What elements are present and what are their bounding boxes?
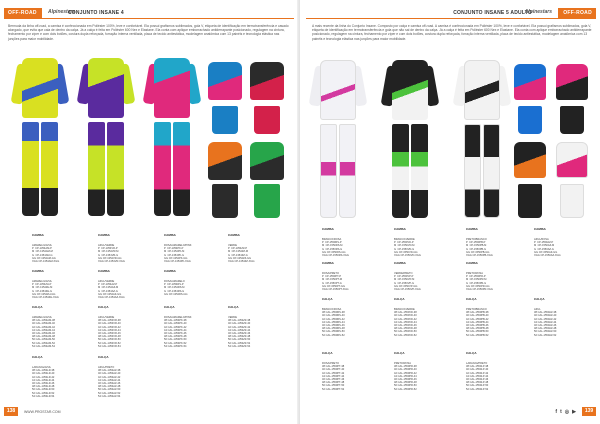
spec-block: CALÇA BRANCO/VERDE 38 CAL-1550VD-38 40 CAL-1550VD-40 42 CAL-1550VD-42 44 CAL-1550VD-44 46 CAL-1550VD-46 48 CAL-1550VD-48 50 CAL-1550VD-50 52 CAL-1550VD-52 [394,297,417,337]
brand-logo: Alpinestars [48,9,76,15]
spec-block: CAMISA VERDE P CP-1354ZZ-P M CP-1354ZZ-M G CP-1354ZZ-G GG CP-1354ZZ-GG XGG CP-1354ZZ-XGG [228,233,255,264]
website-link[interactable]: WWW.PROSTAR.COM [24,410,61,414]
section-tab: OFF-ROAD [558,8,596,18]
spec-block: CAMISA AZUL/ROSA P CP-1550AZ-P M CP-1550AZ-M G CP-1550AZ-G GG CP-1550AZ-GG XGG CP-1550AZ-XGG [534,227,561,258]
spec-block: CALÇA AZUL/PRETO 38 CAL-1354AZ-38 40 CAL-1354AZ-40 42 CAL-1354AZ-42 44 CAL-1354AZ-44 46 CAL-1354AZ-46 48 CAL-1354AZ-48 50 CAL-1354AZ-50 52 CAL-1354AZ-52 54 CAL-1354AZ-54 [98,355,121,398]
spec-block: CAMISA VERDE/PRETO P CP-1550VP-P M CP-1550VP-M G CP-1550VP-G GG CP-1550VP-GG XGG CP-1550VP-XGG [394,261,421,292]
spec-block: CAMISA PRETO/ROSA P CP-1550PR-P M CP-1550PR-M G CP-1550PR-G GG CP-1550PR-GG XGG CP-1550PR-XGG [466,261,493,292]
twitter-icon[interactable]: t [560,409,562,415]
product-image-small-kits [208,62,292,222]
spec-block: CAMISA ROSA/AMARELO P CP-1354RS-P M CP-1354RS-M G CP-1354RS-G GG CP-1354RS-GG [164,269,188,296]
spec-block: CALÇA AMARELO/AZUL 38 CAL-1354AM-38 40 CAL-1354AM-40 42 CAL-1354AM-42 44 CAL-1354AM-44 46 CAL-1354AM-46 48 CAL-1354AM-48 50 CAL-1354AM-50 52 CAL-1354AM-52 54 CAL-1354AM-54 [32,305,55,348]
product-image-pink-kit [146,58,198,218]
spec-block: CALÇA BRANCO/ROSA 38 CAL-1550RS-38 40 CAL-1550RS-40 42 CAL-1550RS-42 44 CAL-1550RS-44 46 CAL-1550RS-46 48 CAL-1550RS-48 50 CAL-1550RS-50 52 CAL-1550RS-52 [322,297,345,337]
spec-block: CAMISA BRANCO/ROSA P CP-1550RS-P M CP-1550RS-M G CP-1550RS-G GG CP-1550RS-GG XGG CP-1550RS-XGG [322,227,349,258]
header-rule [306,18,596,19]
spec-block: CALÇA LARANJA/PRETO 38 CAL-1550LP-38 40 CAL-1550LP-40 42 CAL-1550LP-42 44 CAL-1550LP-44 46 CAL-1550LP-46 48 CAL-1550LP-48 50 CAL-1550LP-50 52 CAL-1550LP-52 [466,351,489,391]
product-image-small-kits [514,64,594,224]
page-number: 138 [4,407,18,416]
spec-block: CALÇA VERDE 38 CAL-1354ZZ-38 40 CAL-1354ZZ-40 42 CAL-1354ZZ-42 44 CAL-1354ZZ-44 46 CAL-1354ZZ-46 48 CAL-1354ZZ-48 50 CAL-1354ZZ-50 52 CAL-1354ZZ-52 54 CAL-1354ZZ-54 [228,305,251,348]
spec-block: CAMISA PRETO/BRANCO P CP-1550PB-P M CP-1550PB-M G CP-1550PB-G GG CP-1550PB-GG XGG CP-1550PB-XGG [466,227,493,258]
spec-block: CAMISA AMARELO/AZUL P CP-1354ZH-P M CP-1354ZH-M G CP-1354ZH-G GG CP-1354ZH-GG XGG CP-1354ZH-XGG [32,269,59,300]
spec-block: CALÇA ROSA/AMARELO/PINK 38 CAL-1354PK-38 40 CAL-1354PK-40 42 CAL-1354PK-42 44 CAL-1354PK-44 46 CAL-1354PK-46 48 CAL-1354PK-48 50 CAL-1354PK-50 52 CAL-1354PK-52 54 CAL-1354PK-54 [164,305,192,348]
page-number: 139 [582,407,596,416]
spec-block: CAMISA ROSA/PRETO P CP-1550PT-P M CP-1550PT-M G CP-1550PT-G GG CP-1550PT-GG XGG CP-1550PT-XGG [322,261,349,292]
spec-block: CALÇA LARANJA/AZUL 38 CAL-1354LR-38 40 CAL-1354LR-40 42 CAL-1354LR-42 44 CAL-1354LR-44 46 CAL-1354LR-46 48 CAL-1354LR-48 50 CAL-1354LR-50 52 CAL-1354LR-52 54 CAL-1354LR-54 [32,355,55,398]
page-title: CONJUNTO INSANE 5 ADULTO [453,10,532,16]
product-image-white-pink-kit [312,60,364,220]
spec-block: CALÇA AZUL/VERDE 38 CAL-1354VR-38 40 CAL-1354VR-40 42 CAL-1354VR-42 44 CAL-1354VR-44 46 CAL-1354VR-46 48 CAL-1354VR-48 50 CAL-1354VR-50 52 CAL-1354VR-52 54 CAL-1354VR-54 [98,305,121,348]
product-description: A mais recente da linha do Conjunto Insane. Composto por calça e camisa off-road. A camisa é confeccionada em Poliéster 100%, leve e confortável. Ela possui grafismos sublimados, gola V, etiqueta de identificação em termotransferência e gola que não sai de dentro da calça. Já a calça é feita em Poliéster 600 Nex e Elastane. Ela conta com aplique emborrachado antiderrapante posicionado, regulagem na cintura, fechamento por zíper e com dois botões, costura dupla reforçada, forração interna ventilada, placa de tecido antiestática, modelagem anatômica com 13 painéis e tecnologia elástica nas junções para maior mobilidade. [312,24,592,41]
spec-block: CALÇA AZUL 38 CAL-1550AZ-38 40 CAL-1550AZ-40 42 CAL-1550AZ-42 44 CAL-1550AZ-44 46 CAL-1550AZ-46 48 CAL-1550AZ-48 50 CAL-1550AZ-50 52 CAL-1550AZ-52 [534,297,557,337]
product-image-yellow-kit [14,58,66,218]
page-title: CONJUNTO INSANE 4 [68,10,124,16]
product-image-purple-kit [80,58,132,218]
instagram-icon[interactable]: ◎ [564,409,570,415]
spec-block: CALÇA ROSA/PRETO 38 CAL-1550PT-38 40 CAL-1550PT-40 42 CAL-1550PT-42 44 CAL-1550PT-44 46 CAL-1550PT-46 48 CAL-1550PT-48 50 CAL-1550PT-50 52 CAL-1550PT-52 [322,351,345,391]
spec-block: CAMISA AZUL/VERDE P CP-1354AZ-P M CP-1354AZ-M G CP-1354AZ-G GG CP-1354AZ-GG XGG CP-1354AZ-XGG [98,269,125,300]
product-description: Bermuda da linha off-road, a camisa é confeccionada em Poliéster 100%, leve e confortável. Ela possui grafismos sublimados, gola V, etiqueta de identificação em termotransferência e casado alongado, que evita que caia de dentro da calça. Já a calça é feita em Poliéster 600 Nex e Elastane. Ela conta com aplique emborrachado antiderrapante posicionado, regulagem na cintura, fechamento por zíper e com dois botões, costura dupla reforçada, forração interna ventilada, placa de tecido antiestática, modelagem anatômica com 13 painéis e tecnologia elástica nas junções para maior mobilidade. [8,24,289,41]
product-image-black-green-kit [384,60,436,220]
brand-logo: Alpinestars [524,9,552,15]
spec-block: CALÇA PRETO/ROSA 38 CAL-1550PR-38 40 CAL-1550PR-40 42 CAL-1550PR-42 44 CAL-1550PR-44 46 CAL-1550PR-46 48 CAL-1550PR-48 50 CAL-1550PR-50 52 CAL-1550PR-52 [394,351,417,391]
product-image-white-black-kit [456,60,508,220]
facebook-icon[interactable]: f [555,409,558,415]
social-links [555,409,576,415]
spec-block: CAMISA AMARELO/AZUL P CP-1354AM-P M CP-1354AM-M G CP-1354AM-G GG CP-1354AM-GG XGG CP-1354AM-XGG [32,233,60,264]
spec-block: CAMISA AZUL/VERDE P CP-1354VR-P M CP-1354VR-M G CP-1354VR-G GG CP-1354VR-GG XGG CP-1354VR-XGG [98,233,125,264]
header-rule [4,18,294,19]
spec-block: CAMISA BRANCO/VERDE P CP-1550VD-P M CP-1550VD-M G CP-1550VD-G GG CP-1550VD-GG XGG CP-1550VD-XGG [394,227,421,258]
spec-block: CALÇA PRETO/BRANCO 38 CAL-1550PB-38 40 CAL-1550PB-40 42 CAL-1550PB-42 44 CAL-1550PB-44 46 CAL-1550PB-46 48 CAL-1550PB-48 50 CAL-1550PB-50 52 CAL-1550PB-52 [466,297,489,337]
right-page [300,0,600,424]
spec-block: CAMISA ROSA/AMARELO/PINK P CP-1354PK-P M CP-1354PK-M G CP-1354PK-G GG CP-1354PK-GG XGG CP-1354PK-XGG [164,233,192,264]
youtube-icon[interactable]: ▶ [572,409,576,415]
section-tab: OFF-ROAD [4,8,42,18]
